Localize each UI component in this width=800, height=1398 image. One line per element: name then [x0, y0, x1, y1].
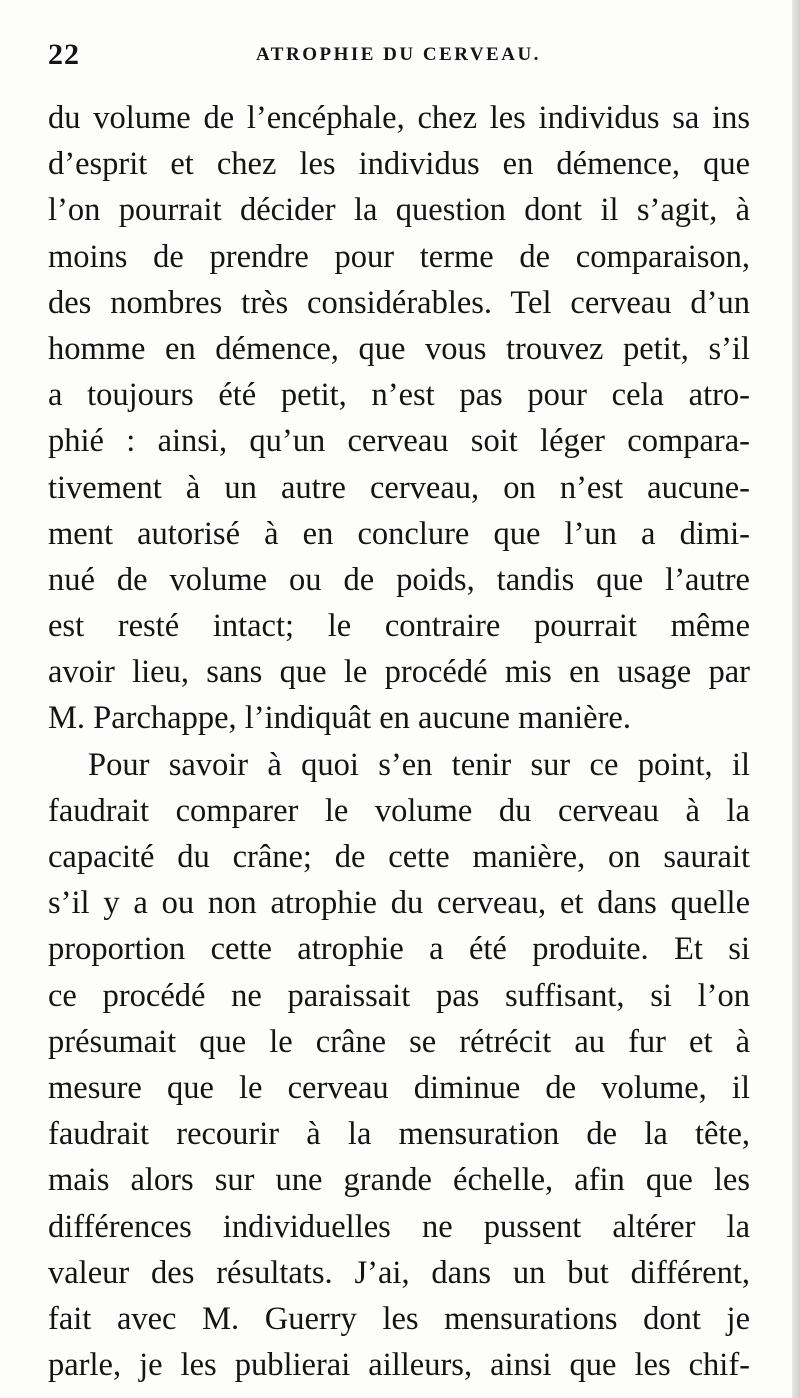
- text-line: valeur des résultats. J’ai, dans un but différent,: [48, 1254, 750, 1291]
- text-line: du volume de l’encéphale, chez les individus sa ins: [48, 100, 750, 136]
- body-text: [48, 95, 750, 1388]
- text-line: ment autorisé à en conclure que l’un a dimi-: [48, 515, 750, 552]
- text-line: moins de prendre pour terme de comparaison,: [48, 238, 750, 275]
- text-line: mais alors sur une grande échelle, afin que les: [48, 1162, 750, 1199]
- text-line: faudrait recourir à la mensuration de la tête,: [48, 1116, 750, 1153]
- page-number: 22: [48, 38, 80, 71]
- text-line: fait avec M. Guerry les mensurations dont je: [48, 1300, 750, 1337]
- text-line: s’il y a ou non atrophie du cerveau, et dans quelle: [48, 885, 750, 922]
- text-line: est resté intact; le contraire pourrait même: [48, 608, 750, 645]
- text-line: ce procédé ne paraissait pas suffisant, si l’on: [48, 977, 750, 1014]
- page-header: [48, 34, 748, 74]
- text-line: a toujours été petit, n’est pas pour cela atro-: [48, 377, 750, 414]
- text-line: avoir lieu, sans que le procédé mis en usage par: [48, 654, 750, 691]
- text-line: tivement à un autre cerveau, on n’est aucune-: [48, 469, 750, 506]
- text-line: parle, je les publierai ailleurs, ainsi que les chif-: [48, 1347, 750, 1384]
- text-line: différences individuelles ne pussent altérer la: [48, 1208, 750, 1245]
- text-line: mesure que le cerveau diminue de volume, il: [48, 1069, 750, 1106]
- text-line: homme en démence, que vous trouvez petit, s’il: [48, 330, 750, 367]
- text-line: proportion cette atrophie a été produite. Et si: [48, 931, 750, 968]
- paragraph-start-line: Pour savoir à quoi s’en tenir sur ce point, il: [88, 746, 750, 783]
- page-edge-shadow: [792, 0, 800, 1398]
- text-line: des nombres très considérables. Tel cerveau d’un: [48, 284, 750, 321]
- text-line: capacité du crâne; de cette manière, on saurait: [48, 839, 750, 875]
- text-line: phié : ainsi, qu’un cerveau soit léger compara-: [48, 423, 750, 460]
- text-line: d’esprit et chez les individus en démence, que: [48, 146, 750, 183]
- running-head: ATROPHIE DU CERVEAU.: [256, 44, 541, 65]
- text-line: l’on pourrait décider la question dont il s’agit, à: [48, 192, 750, 229]
- paragraph-end-line: M. Parchappe, l’indiquât en aucune manière.: [48, 700, 631, 737]
- text-line: faudrait comparer le volume du cerveau à la: [48, 792, 750, 829]
- text-line: nué de volume ou de poids, tandis que l’autre: [48, 561, 750, 598]
- text-line: présumait que le crâne se rétrécit au fur et à: [48, 1023, 750, 1060]
